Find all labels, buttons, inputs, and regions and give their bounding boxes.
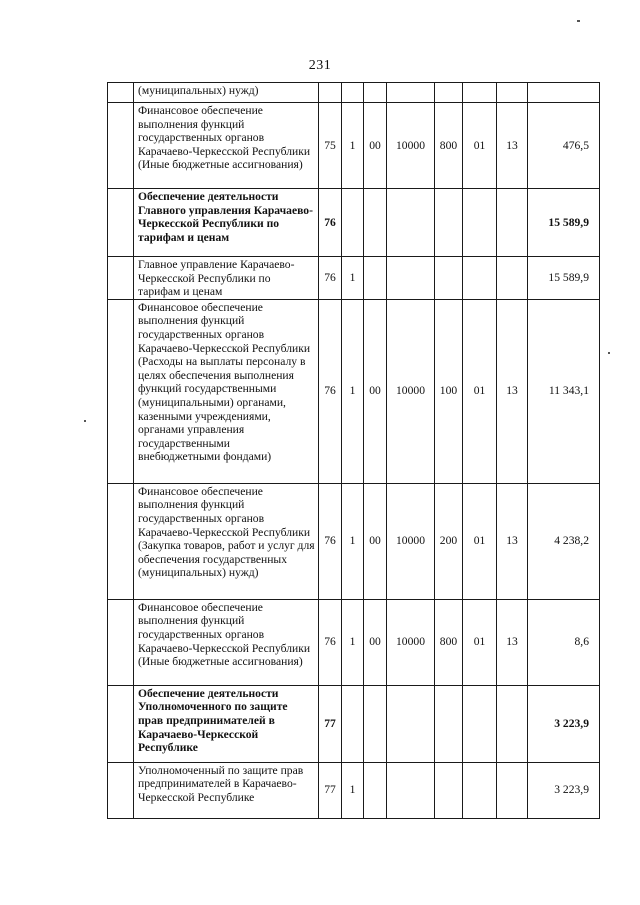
pp-code-cell: 1	[342, 483, 364, 599]
page-number: 231	[308, 58, 332, 73]
pr-code-cell	[497, 257, 528, 300]
amount-cell: 11 343,1	[528, 299, 600, 483]
ns-code-cell	[387, 762, 435, 818]
om-code-cell	[364, 685, 387, 762]
ns-code-cell: 10000	[387, 103, 435, 189]
pr-code-cell	[497, 762, 528, 818]
vr-code-cell	[435, 257, 463, 300]
gp-code-cell: 76	[319, 483, 342, 599]
item-name-cell: Обеспечение деятельности Главного управления Карачаево-Черкесской Республики по тарифам и ценам	[134, 189, 319, 257]
table-row	[108, 762, 600, 818]
budget-table	[107, 82, 600, 819]
row-number-cell	[108, 257, 134, 300]
ns-code-cell	[387, 685, 435, 762]
rz-code-cell: 01	[463, 599, 497, 685]
pr-code-cell	[497, 83, 528, 103]
row-number-cell	[108, 103, 134, 189]
item-name-cell: Финансовое обеспечение выполнения функций государственных органов Карачаево-Черкесской Республики (Закупка товаров, работ и услуг для обеспечения государственных (муниципальных) нужд)	[134, 483, 319, 599]
row-number-cell	[108, 83, 134, 103]
pr-code-cell: 13	[497, 483, 528, 599]
table-row	[108, 83, 600, 103]
table-row	[108, 257, 600, 300]
item-name-cell: Главное управление Карачаево-Черкесской Республики по тарифам и ценам	[134, 257, 319, 300]
row-number-cell	[108, 762, 134, 818]
vr-code-cell	[435, 685, 463, 762]
item-name-cell: Обеспечение деятельности Уполномоченного по защите прав предпринимателей в Карачаево-Черкесской Республике	[134, 685, 319, 762]
row-number-cell	[108, 685, 134, 762]
table-row	[108, 599, 600, 685]
item-name-cell: Финансовое обеспечение выполнения функций государственных органов Карачаево-Черкесской Республики (Расходы на выплаты персоналу в целях обеспечения выполнения функций государственными (муниципальными) органами, казенными учреждениями, органами управления государственными внебюджетными фондами)	[134, 299, 319, 483]
gp-code-cell: 76	[319, 599, 342, 685]
amount-cell: 3 223,9	[528, 762, 600, 818]
pp-code-cell: 1	[342, 103, 364, 189]
gp-code-cell: 76	[319, 189, 342, 257]
rz-code-cell	[463, 685, 497, 762]
table-row	[108, 189, 600, 257]
amount-cell	[528, 83, 600, 103]
row-number-cell	[108, 299, 134, 483]
om-code-cell: 00	[364, 483, 387, 599]
ns-code-cell: 10000	[387, 299, 435, 483]
gp-code-cell	[319, 83, 342, 103]
om-code-cell	[364, 762, 387, 818]
pp-code-cell	[342, 685, 364, 762]
row-number-cell	[108, 483, 134, 599]
scan-speck	[84, 420, 86, 422]
row-number-cell	[108, 599, 134, 685]
ns-code-cell	[387, 189, 435, 257]
rz-code-cell	[463, 257, 497, 300]
vr-code-cell	[435, 83, 463, 103]
item-name-cell: Уполномоченный по защите прав предпринимателей в Карачаево-Черкесской Республике	[134, 762, 319, 818]
table-row	[108, 685, 600, 762]
budget-table-body	[108, 83, 600, 819]
scan-speck	[608, 352, 610, 354]
table-row	[108, 103, 600, 189]
pr-code-cell: 13	[497, 299, 528, 483]
scan-speck	[577, 20, 580, 22]
pp-code-cell	[342, 83, 364, 103]
amount-cell: 4 238,2	[528, 483, 600, 599]
item-name-cell: (муниципальных) нужд)	[134, 83, 319, 103]
rz-code-cell: 01	[463, 299, 497, 483]
ns-code-cell	[387, 83, 435, 103]
amount-cell: 8,6	[528, 599, 600, 685]
gp-code-cell: 76	[319, 257, 342, 300]
gp-code-cell: 77	[319, 762, 342, 818]
pp-code-cell: 1	[342, 299, 364, 483]
vr-code-cell	[435, 189, 463, 257]
om-code-cell: 00	[364, 599, 387, 685]
om-code-cell: 00	[364, 299, 387, 483]
rz-code-cell: 01	[463, 483, 497, 599]
om-code-cell	[364, 257, 387, 300]
gp-code-cell: 75	[319, 103, 342, 189]
ns-code-cell	[387, 257, 435, 300]
pp-code-cell: 1	[342, 599, 364, 685]
amount-cell: 3 223,9	[528, 685, 600, 762]
gp-code-cell: 76	[319, 299, 342, 483]
item-name-cell: Финансовое обеспечение выполнения функций государственных органов Карачаево-Черкесской Республики (Иные бюджетные ассигнования)	[134, 599, 319, 685]
rz-code-cell	[463, 83, 497, 103]
amount-cell: 476,5	[528, 103, 600, 189]
om-code-cell	[364, 83, 387, 103]
pr-code-cell: 13	[497, 103, 528, 189]
row-number-cell	[108, 189, 134, 257]
vr-code-cell: 200	[435, 483, 463, 599]
rz-code-cell: 01	[463, 103, 497, 189]
item-name-cell: Финансовое обеспечение выполнения функций государственных органов Карачаево-Черкесской Республики (Иные бюджетные ассигнования)	[134, 103, 319, 189]
vr-code-cell: 800	[435, 599, 463, 685]
ns-code-cell: 10000	[387, 599, 435, 685]
pp-code-cell: 1	[342, 762, 364, 818]
table-row	[108, 299, 600, 483]
gp-code-cell: 77	[319, 685, 342, 762]
vr-code-cell	[435, 762, 463, 818]
rz-code-cell	[463, 189, 497, 257]
om-code-cell: 00	[364, 103, 387, 189]
vr-code-cell: 800	[435, 103, 463, 189]
amount-cell: 15 589,9	[528, 189, 600, 257]
pp-code-cell: 1	[342, 257, 364, 300]
amount-cell: 15 589,9	[528, 257, 600, 300]
pr-code-cell: 13	[497, 599, 528, 685]
rz-code-cell	[463, 762, 497, 818]
pr-code-cell	[497, 189, 528, 257]
pp-code-cell	[342, 189, 364, 257]
ns-code-cell: 10000	[387, 483, 435, 599]
om-code-cell	[364, 189, 387, 257]
pr-code-cell	[497, 685, 528, 762]
table-row	[108, 483, 600, 599]
vr-code-cell: 100	[435, 299, 463, 483]
